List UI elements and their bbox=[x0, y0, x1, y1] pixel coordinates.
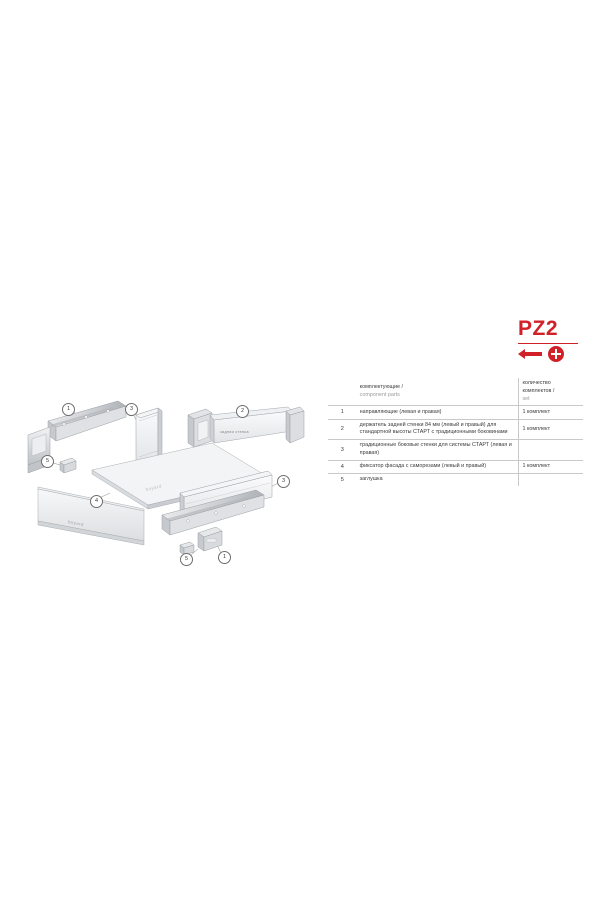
header-parts-ru: комплектующие / bbox=[359, 383, 403, 390]
exploded-assembly-diagram bbox=[20, 365, 320, 580]
part-slide-rail-top bbox=[48, 401, 126, 441]
callout-5-left: 5 bbox=[41, 455, 54, 468]
component-parts-table bbox=[328, 378, 583, 486]
callout-1-top: 1 bbox=[62, 403, 75, 416]
part-cap-left bbox=[60, 458, 76, 473]
callout-5-bottom: 5 bbox=[180, 553, 193, 566]
row-index: 3 bbox=[328, 440, 357, 461]
table-row bbox=[328, 440, 583, 461]
part-back-wall-holder-right bbox=[286, 407, 304, 443]
row-description: держатель задней стенки 84 мм (левый и правый) для стандартной высоты СТАРТ с традиционными боковинами bbox=[357, 419, 519, 440]
callout-3-right: 3 bbox=[277, 475, 290, 488]
part-back-wall-holder bbox=[188, 409, 212, 447]
row-index: 1 bbox=[328, 406, 357, 419]
row-description: заглушка bbox=[357, 474, 519, 487]
row-quantity bbox=[519, 440, 583, 461]
assembly-svg bbox=[20, 365, 320, 580]
row-index: 5 bbox=[328, 474, 357, 487]
svg-text:boyard: boyard bbox=[145, 483, 162, 492]
header-index bbox=[328, 378, 357, 406]
header-parts-en: component parts bbox=[359, 391, 400, 398]
header-qty-ru1: количество bbox=[522, 380, 551, 386]
table-row bbox=[328, 474, 583, 487]
table-row bbox=[328, 406, 583, 419]
pz2-label: PZ2 bbox=[518, 317, 559, 340]
row-description: традиционные боковые стенки для системы СТАРТ (левая и правая) bbox=[357, 440, 519, 461]
row-quantity bbox=[519, 474, 583, 487]
table-header-row bbox=[328, 378, 583, 406]
svg-text:boyard: boyard bbox=[67, 519, 85, 527]
callout-2: 2 bbox=[236, 405, 249, 418]
part-back-wall bbox=[210, 407, 292, 443]
row-index: 2 bbox=[328, 419, 357, 440]
row-quantity: 1 комплект bbox=[519, 406, 583, 419]
row-description: направляющие (левая и правая) bbox=[357, 406, 519, 419]
header-qty bbox=[519, 378, 583, 406]
screw-icon bbox=[518, 349, 544, 359]
header-qty-ru2: комплектов / bbox=[522, 387, 555, 394]
badge-icons bbox=[518, 346, 578, 364]
callout-1-bottom: 1 bbox=[218, 551, 231, 564]
header-qty-en: set bbox=[522, 395, 530, 402]
badge-divider bbox=[518, 343, 578, 344]
svg-text:задняя стенка: задняя стенка bbox=[220, 430, 249, 434]
header-parts bbox=[357, 378, 519, 406]
table-row bbox=[328, 419, 583, 440]
pz2-badge bbox=[518, 318, 580, 366]
pozidriv-bit-icon bbox=[548, 346, 564, 362]
callout-4: 4 bbox=[90, 495, 103, 508]
table-row bbox=[328, 460, 583, 473]
row-index: 4 bbox=[328, 460, 357, 473]
callout-3-left: 3 bbox=[125, 403, 138, 416]
row-description: фиксатор фасада с саморезами (левый и правый) bbox=[357, 460, 519, 473]
row-quantity: 1 комплект bbox=[519, 460, 583, 473]
row-quantity: 1 комплект bbox=[519, 419, 583, 440]
